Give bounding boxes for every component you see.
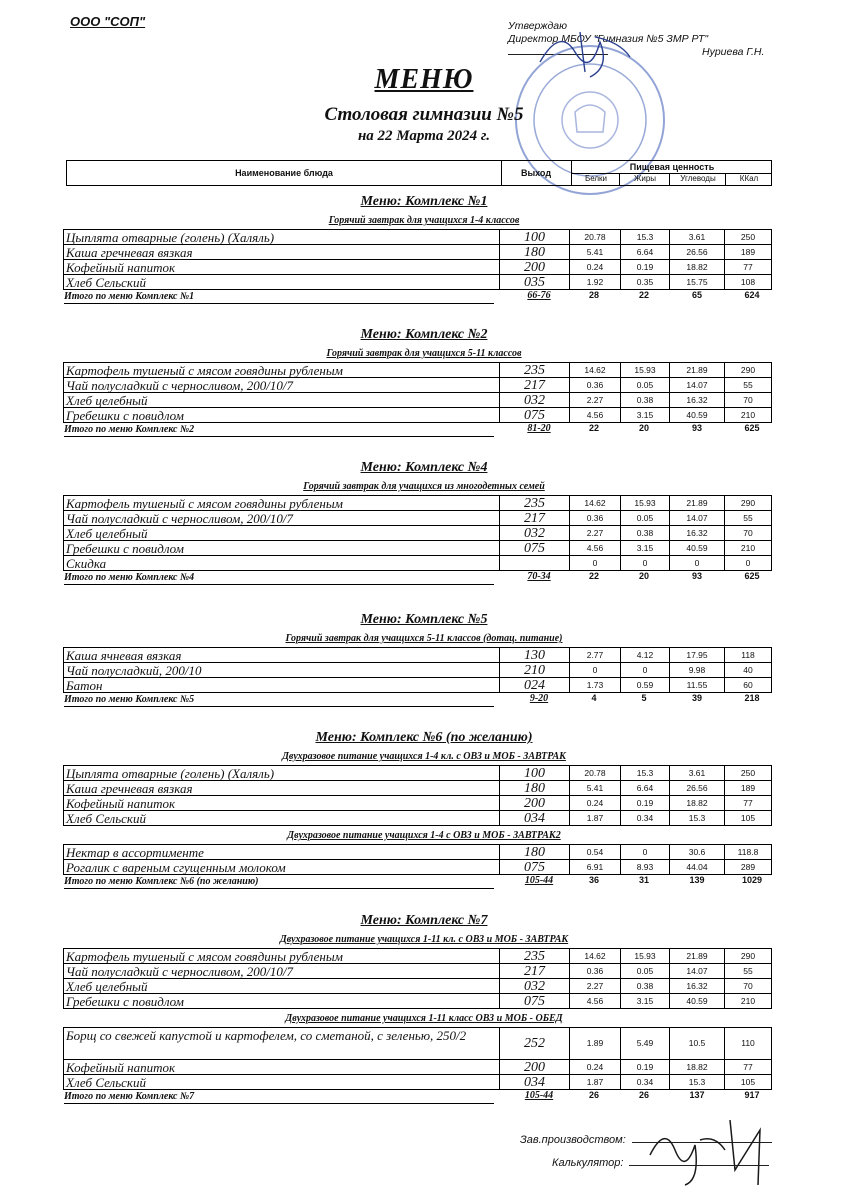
dish-name: Гребешки с повидлом (63, 407, 500, 423)
carbs-value: 44.04 (669, 859, 725, 875)
table-row (64, 526, 772, 541)
total-fats: 20 (638, 571, 649, 581)
header-fats: Жиры (619, 173, 670, 185)
fats-value: 4.12 (620, 647, 670, 663)
header-dish-name: Наименование блюда (67, 161, 502, 185)
kcal-value: 210 (724, 993, 772, 1009)
proteins-value: 0.24 (569, 1059, 621, 1075)
carbs-value: 40.59 (669, 540, 725, 556)
total-proteins: 22 (588, 423, 599, 433)
dish-name: Чай полусладкий, 200/10 (63, 662, 500, 678)
proteins-value: 0 (569, 662, 621, 678)
table-row (64, 845, 772, 860)
kcal-value: 118 (724, 647, 772, 663)
dish-name: Хлеб Сельский (63, 274, 500, 290)
group-subtitle: Горячий завтрак для учащихся 5-11 классов (дотац. питание) (285, 633, 563, 644)
proteins-value: 1.87 (569, 810, 621, 826)
fats-value: 0.05 (620, 963, 670, 979)
carbs-value: 18.82 (669, 795, 725, 811)
kcal-value: 55 (724, 510, 772, 526)
fats-value: 0.34 (620, 1074, 670, 1090)
proteins-value: 14.62 (569, 495, 621, 511)
table-row (64, 393, 772, 408)
total-fats: 5 (641, 693, 647, 703)
kcal-value: 70 (724, 525, 772, 541)
kcal-value: 210 (724, 407, 772, 423)
dish-output: 032 (499, 978, 570, 994)
total-fats: 22 (638, 290, 649, 300)
kcal-value: 55 (724, 963, 772, 979)
total-output: 9-20 (529, 693, 549, 704)
table-row (64, 663, 772, 678)
total-kcal: 1029 (741, 875, 763, 885)
kcal-value: 250 (724, 765, 772, 781)
section-title: Меню: Комплекс №6 (по желанию) (315, 730, 533, 745)
total-kcal: 625 (744, 571, 760, 581)
table-header (66, 160, 772, 186)
kcal-value: 118.8 (724, 844, 772, 860)
total-label: Итого по меню Комплекс №6 (по желанию) (64, 875, 494, 889)
table-row (64, 1028, 772, 1051)
fats-value: 15.93 (620, 495, 670, 511)
dish-name: Картофель тушеный с мясом говядины рубленым (63, 948, 500, 964)
proteins-value: 2.77 (569, 647, 621, 663)
kcal-value: 105 (724, 1074, 772, 1090)
carbs-value: 26.56 (669, 244, 725, 260)
dish-output: 075 (499, 407, 570, 423)
table-row (64, 949, 772, 964)
total-carbs: 39 (691, 693, 702, 703)
carbs-value: 40.59 (669, 993, 725, 1009)
carbs-value: 14.07 (669, 510, 725, 526)
fats-value: 0.19 (620, 259, 670, 275)
section-total (64, 423, 774, 437)
carbs-value: 21.89 (669, 495, 725, 511)
dish-name: Рогалик с вареным сгущенным молоком (63, 859, 500, 875)
kcal-value: 105 (724, 810, 772, 826)
carbs-value: 17.95 (669, 647, 725, 663)
fats-value: 0.38 (620, 392, 670, 408)
proteins-value: 0.24 (569, 795, 621, 811)
kcal-value: 250 (724, 229, 772, 245)
dish-name: Хлеб целебный (63, 525, 500, 541)
kcal-value: 110 (724, 1027, 772, 1060)
table-row (64, 260, 772, 275)
section-title: Меню: Комплекс №5 (360, 612, 488, 627)
dish-output: 024 (499, 677, 570, 693)
total-label: Итого по меню Комплекс №1 (64, 290, 494, 304)
header-kcal: ККал (725, 173, 772, 185)
proteins-value: 2.27 (569, 525, 621, 541)
carbs-value: 16.32 (669, 525, 725, 541)
dish-name: Скидка (63, 555, 500, 571)
proteins-value: 2.27 (569, 978, 621, 994)
dish-name: Чай полусладкий с черносливом, 200/10/7 (63, 510, 500, 526)
dish-output: 200 (499, 795, 570, 811)
fats-value: 0.59 (620, 677, 670, 693)
proteins-value: 1.89 (569, 1027, 621, 1060)
total-label: Итого по меню Комплекс №4 (64, 571, 494, 585)
fats-value: 15.3 (620, 229, 670, 245)
dish-output: 235 (499, 495, 570, 511)
carbs-value: 21.89 (669, 362, 725, 378)
total-output: 105-44 (524, 1090, 554, 1101)
total-label: Итого по меню Комплекс №2 (64, 423, 494, 437)
kcal-value: 77 (724, 795, 772, 811)
fats-value: 0.19 (620, 1059, 670, 1075)
dish-output: 075 (499, 859, 570, 875)
proteins-value: 14.62 (569, 948, 621, 964)
fats-value: 15.93 (620, 362, 670, 378)
section-title: Меню: Комплекс №7 (360, 913, 488, 928)
table-row (64, 511, 772, 526)
dish-name: Чай полусладкий с черносливом, 200/10/7 (63, 963, 500, 979)
group-subtitle: Двухразовое питание учащихся 1-4 кл. с ОВЗ и МОБ - ЗАВТРАК (282, 751, 566, 762)
total-output: 66-76 (527, 290, 551, 301)
kcal-value: 189 (724, 244, 772, 260)
kcal-value: 40 (724, 662, 772, 678)
dish-name: Цыплята отварные (голень) (Халяль) (63, 229, 500, 245)
table-row (64, 378, 772, 393)
section-total (64, 290, 774, 304)
dish-name: Каша гречневая вязкая (63, 244, 500, 260)
total-carbs: 93 (691, 571, 702, 581)
total-proteins: 22 (588, 571, 599, 581)
section-total (64, 875, 774, 889)
carbs-value: 26.56 (669, 780, 725, 796)
total-output: 105-44 (524, 875, 554, 886)
fats-value: 0.35 (620, 274, 670, 290)
proteins-value: 5.41 (569, 780, 621, 796)
dish-name: Нектар в ассортименте (63, 844, 500, 860)
proteins-value: 20.78 (569, 229, 621, 245)
dish-output: 032 (499, 392, 570, 408)
proteins-value: 0.36 (569, 510, 621, 526)
carbs-value: 10.5 (669, 1027, 725, 1060)
fats-value: 0 (620, 844, 670, 860)
carbs-value: 16.32 (669, 392, 725, 408)
table-row (64, 1060, 772, 1075)
dish-name: Гребешки с повидлом (63, 540, 500, 556)
carbs-value: 3.61 (669, 765, 725, 781)
fats-value: 0 (620, 662, 670, 678)
proteins-value: 4.56 (569, 407, 621, 423)
total-proteins: 36 (588, 875, 599, 885)
dish-output: 200 (499, 259, 570, 275)
proteins-value: 4.56 (569, 540, 621, 556)
carbs-value: 14.07 (669, 377, 725, 393)
table-row (64, 1075, 772, 1090)
dish-output: 100 (499, 765, 570, 781)
dish-name: Кофейный напиток (63, 795, 500, 811)
dish-output: 180 (499, 844, 570, 860)
dish-name: Кофейный напиток (63, 1059, 500, 1075)
table-row (64, 964, 772, 979)
table-row (64, 275, 772, 290)
proteins-value: 0.24 (569, 259, 621, 275)
handwritten-signature (640, 1110, 770, 1190)
dish-name: Хлеб Сельский (63, 1074, 500, 1090)
proteins-value: 0.36 (569, 377, 621, 393)
fats-value: 3.15 (620, 993, 670, 1009)
kcal-value: 77 (724, 1059, 772, 1075)
header-output: Выход (520, 168, 552, 178)
total-proteins: 26 (588, 1090, 599, 1100)
dish-output: 034 (499, 810, 570, 826)
kcal-value: 77 (724, 259, 772, 275)
proteins-value: 6.91 (569, 859, 621, 875)
total-carbs: 139 (689, 875, 705, 885)
dish-name: Каша ячневая вязкая (63, 647, 500, 663)
table-row (64, 245, 772, 260)
carbs-value: 40.59 (669, 407, 725, 423)
carbs-value: 15.75 (669, 274, 725, 290)
dish-name: Цыплята отварные (голень) (Халяль) (63, 765, 500, 781)
group-subtitle: Двухразовое питание учащихся 1-11 класс ОВЗ и МОБ - ОБЕД (285, 1013, 563, 1024)
dish-output: 210 (499, 662, 570, 678)
header-nutrition: Пищевая ценность (571, 161, 772, 174)
fats-value: 6.64 (620, 780, 670, 796)
kcal-value: 210 (724, 540, 772, 556)
proteins-value: 0 (569, 555, 621, 571)
dish-name: Каша гречневая вязкая (63, 780, 500, 796)
dish-name: Кофейный напиток (63, 259, 500, 275)
total-kcal: 625 (744, 423, 760, 433)
proteins-value: 5.41 (569, 244, 621, 260)
carbs-value: 0 (669, 555, 725, 571)
director-name: Нуриева Г.Н. (702, 46, 765, 58)
proteins-value: 1.73 (569, 677, 621, 693)
dish-output: 075 (499, 993, 570, 1009)
fats-value: 3.15 (620, 407, 670, 423)
proteins-value: 14.62 (569, 362, 621, 378)
proteins-value: 1.92 (569, 274, 621, 290)
total-kcal: 917 (744, 1090, 760, 1100)
dish-name: Гребешки с повидлом (63, 993, 500, 1009)
total-kcal: 218 (744, 693, 760, 703)
dish-name: Картофель тушеный с мясом говядины рубленым (63, 495, 500, 511)
carbs-value: 11.55 (669, 677, 725, 693)
header-carbs: Углеводы (669, 173, 726, 185)
table-row (64, 766, 772, 781)
kcal-value: 70 (724, 392, 772, 408)
approval-line-2: Директор МБОУ "Гимназия №5 ЗМР РТ" (508, 33, 709, 45)
total-label: Итого по меню Комплекс №7 (64, 1090, 494, 1104)
total-carbs: 93 (691, 423, 702, 433)
kcal-value: 290 (724, 948, 772, 964)
carbs-value: 21.89 (669, 948, 725, 964)
dish-output: 217 (499, 510, 570, 526)
fats-value: 15.3 (620, 765, 670, 781)
dish-output: 035 (499, 274, 570, 290)
kcal-value: 290 (724, 362, 772, 378)
dish-output: 217 (499, 963, 570, 979)
kcal-value: 0 (724, 555, 772, 571)
table-row (64, 363, 772, 378)
dish-output: 032 (499, 525, 570, 541)
section-total (64, 1090, 774, 1104)
approval-line-1: Утверждаю (508, 20, 568, 32)
section-total (64, 693, 774, 707)
group-subtitle: Горячий завтрак для учащихся 5-11 классов (326, 348, 522, 359)
table-row (64, 541, 772, 556)
proteins-value: 1.87 (569, 1074, 621, 1090)
kcal-value: 289 (724, 859, 772, 875)
header-proteins: Белки (571, 173, 620, 185)
fats-value: 0.19 (620, 795, 670, 811)
group-subtitle: Горячий завтрак для учащихся из многодетных семей (303, 481, 545, 492)
dish-name: Хлеб целебный (63, 392, 500, 408)
proteins-value: 0.36 (569, 963, 621, 979)
fats-value: 0.38 (620, 978, 670, 994)
total-kcal: 624 (744, 290, 760, 300)
carbs-value: 18.82 (669, 1059, 725, 1075)
carbs-value: 18.82 (669, 259, 725, 275)
total-proteins: 28 (588, 290, 599, 300)
dish-output (499, 555, 570, 571)
dish-name: Батон (63, 677, 500, 693)
dish-output: 180 (499, 244, 570, 260)
section-title: Меню: Комплекс №4 (360, 460, 488, 475)
carbs-value: 14.07 (669, 963, 725, 979)
total-fats: 20 (638, 423, 649, 433)
proteins-value: 4.56 (569, 993, 621, 1009)
table-row (64, 860, 772, 875)
fats-value: 0.38 (620, 525, 670, 541)
dish-output: 180 (499, 780, 570, 796)
dish-name: Чай полусладкий с черносливом, 200/10/7 (63, 377, 500, 393)
total-fats: 26 (638, 1090, 649, 1100)
dish-output: 130 (499, 647, 570, 663)
proteins-value: 2.27 (569, 392, 621, 408)
group-subtitle: Двухразовое питание учащихся 1-11 кл. с ОВЗ и МОБ - ЗАВТРАК (279, 934, 569, 945)
total-carbs: 137 (689, 1090, 705, 1100)
fats-value: 8.93 (620, 859, 670, 875)
signature-calculator-label: Калькулятор: (552, 1157, 624, 1169)
table-row (64, 230, 772, 245)
total-proteins: 4 (591, 693, 597, 703)
dish-output: 100 (499, 229, 570, 245)
fats-value: 15.93 (620, 948, 670, 964)
table-row (64, 648, 772, 663)
fats-value: 0.05 (620, 510, 670, 526)
kcal-value: 189 (724, 780, 772, 796)
group-subtitle: Горячий завтрак для учащихся 1-4 классов (328, 215, 520, 226)
kcal-value: 290 (724, 495, 772, 511)
dish-output: 034 (499, 1074, 570, 1090)
carbs-value: 15.3 (669, 1074, 725, 1090)
signature-production-label: Зав.производством: (520, 1134, 626, 1146)
total-carbs: 65 (691, 290, 702, 300)
table-row (64, 811, 772, 826)
section-title: Меню: Комплекс №2 (360, 327, 488, 342)
dish-output: 235 (499, 362, 570, 378)
section-title: Меню: Комплекс №1 (360, 194, 488, 209)
page-subtitle: Столовая гимназии №5 (324, 104, 524, 125)
fats-value: 0.34 (620, 810, 670, 826)
carbs-value: 9.98 (669, 662, 725, 678)
group-subtitle: Двухразовое питание учащихся 1-4 с ОВЗ и МОБ - ЗАВТРАК2 (287, 830, 561, 841)
dish-output: 200 (499, 1059, 570, 1075)
fats-value: 5.49 (620, 1027, 670, 1060)
fats-value: 6.64 (620, 244, 670, 260)
fats-value: 0.05 (620, 377, 670, 393)
dish-output: 252 (499, 1027, 570, 1060)
dish-output: 075 (499, 540, 570, 556)
dish-name: Картофель тушеный с мясом говядины рубленым (63, 362, 500, 378)
carbs-value: 15.3 (669, 810, 725, 826)
kcal-value: 55 (724, 377, 772, 393)
table-row (64, 781, 772, 796)
dish-name: Борщ со свежей капустой и картофелем, со сметаной, с зеленью, 250/2 (63, 1027, 500, 1060)
carbs-value: 16.32 (669, 978, 725, 994)
dish-name: Хлеб целебный (63, 978, 500, 994)
total-fats: 31 (638, 875, 649, 885)
table-row (64, 496, 772, 511)
total-label: Итого по меню Комплекс №5 (64, 693, 494, 707)
section-total (64, 571, 774, 585)
kcal-value: 60 (724, 677, 772, 693)
carbs-value: 30.6 (669, 844, 725, 860)
organization-name: ООО "СОП" (70, 14, 146, 29)
menu-date: на 22 Марта 2024 г. (357, 128, 490, 144)
proteins-value: 20.78 (569, 765, 621, 781)
dish-output: 217 (499, 377, 570, 393)
table-row (64, 556, 772, 571)
table-row (64, 678, 772, 693)
total-output: 81-20 (527, 423, 551, 434)
fats-value: 3.15 (620, 540, 670, 556)
dish-output: 235 (499, 948, 570, 964)
proteins-value: 0.54 (569, 844, 621, 860)
table-row (64, 796, 772, 811)
table-row (64, 994, 772, 1009)
dish-name: Хлеб Сельский (63, 810, 500, 826)
carbs-value: 3.61 (669, 229, 725, 245)
kcal-value: 108 (724, 274, 772, 290)
table-row (64, 979, 772, 994)
kcal-value: 70 (724, 978, 772, 994)
fats-value: 0 (620, 555, 670, 571)
total-output: 70-34 (527, 571, 551, 582)
table-row (64, 408, 772, 423)
page-title: МЕНЮ (374, 64, 474, 95)
